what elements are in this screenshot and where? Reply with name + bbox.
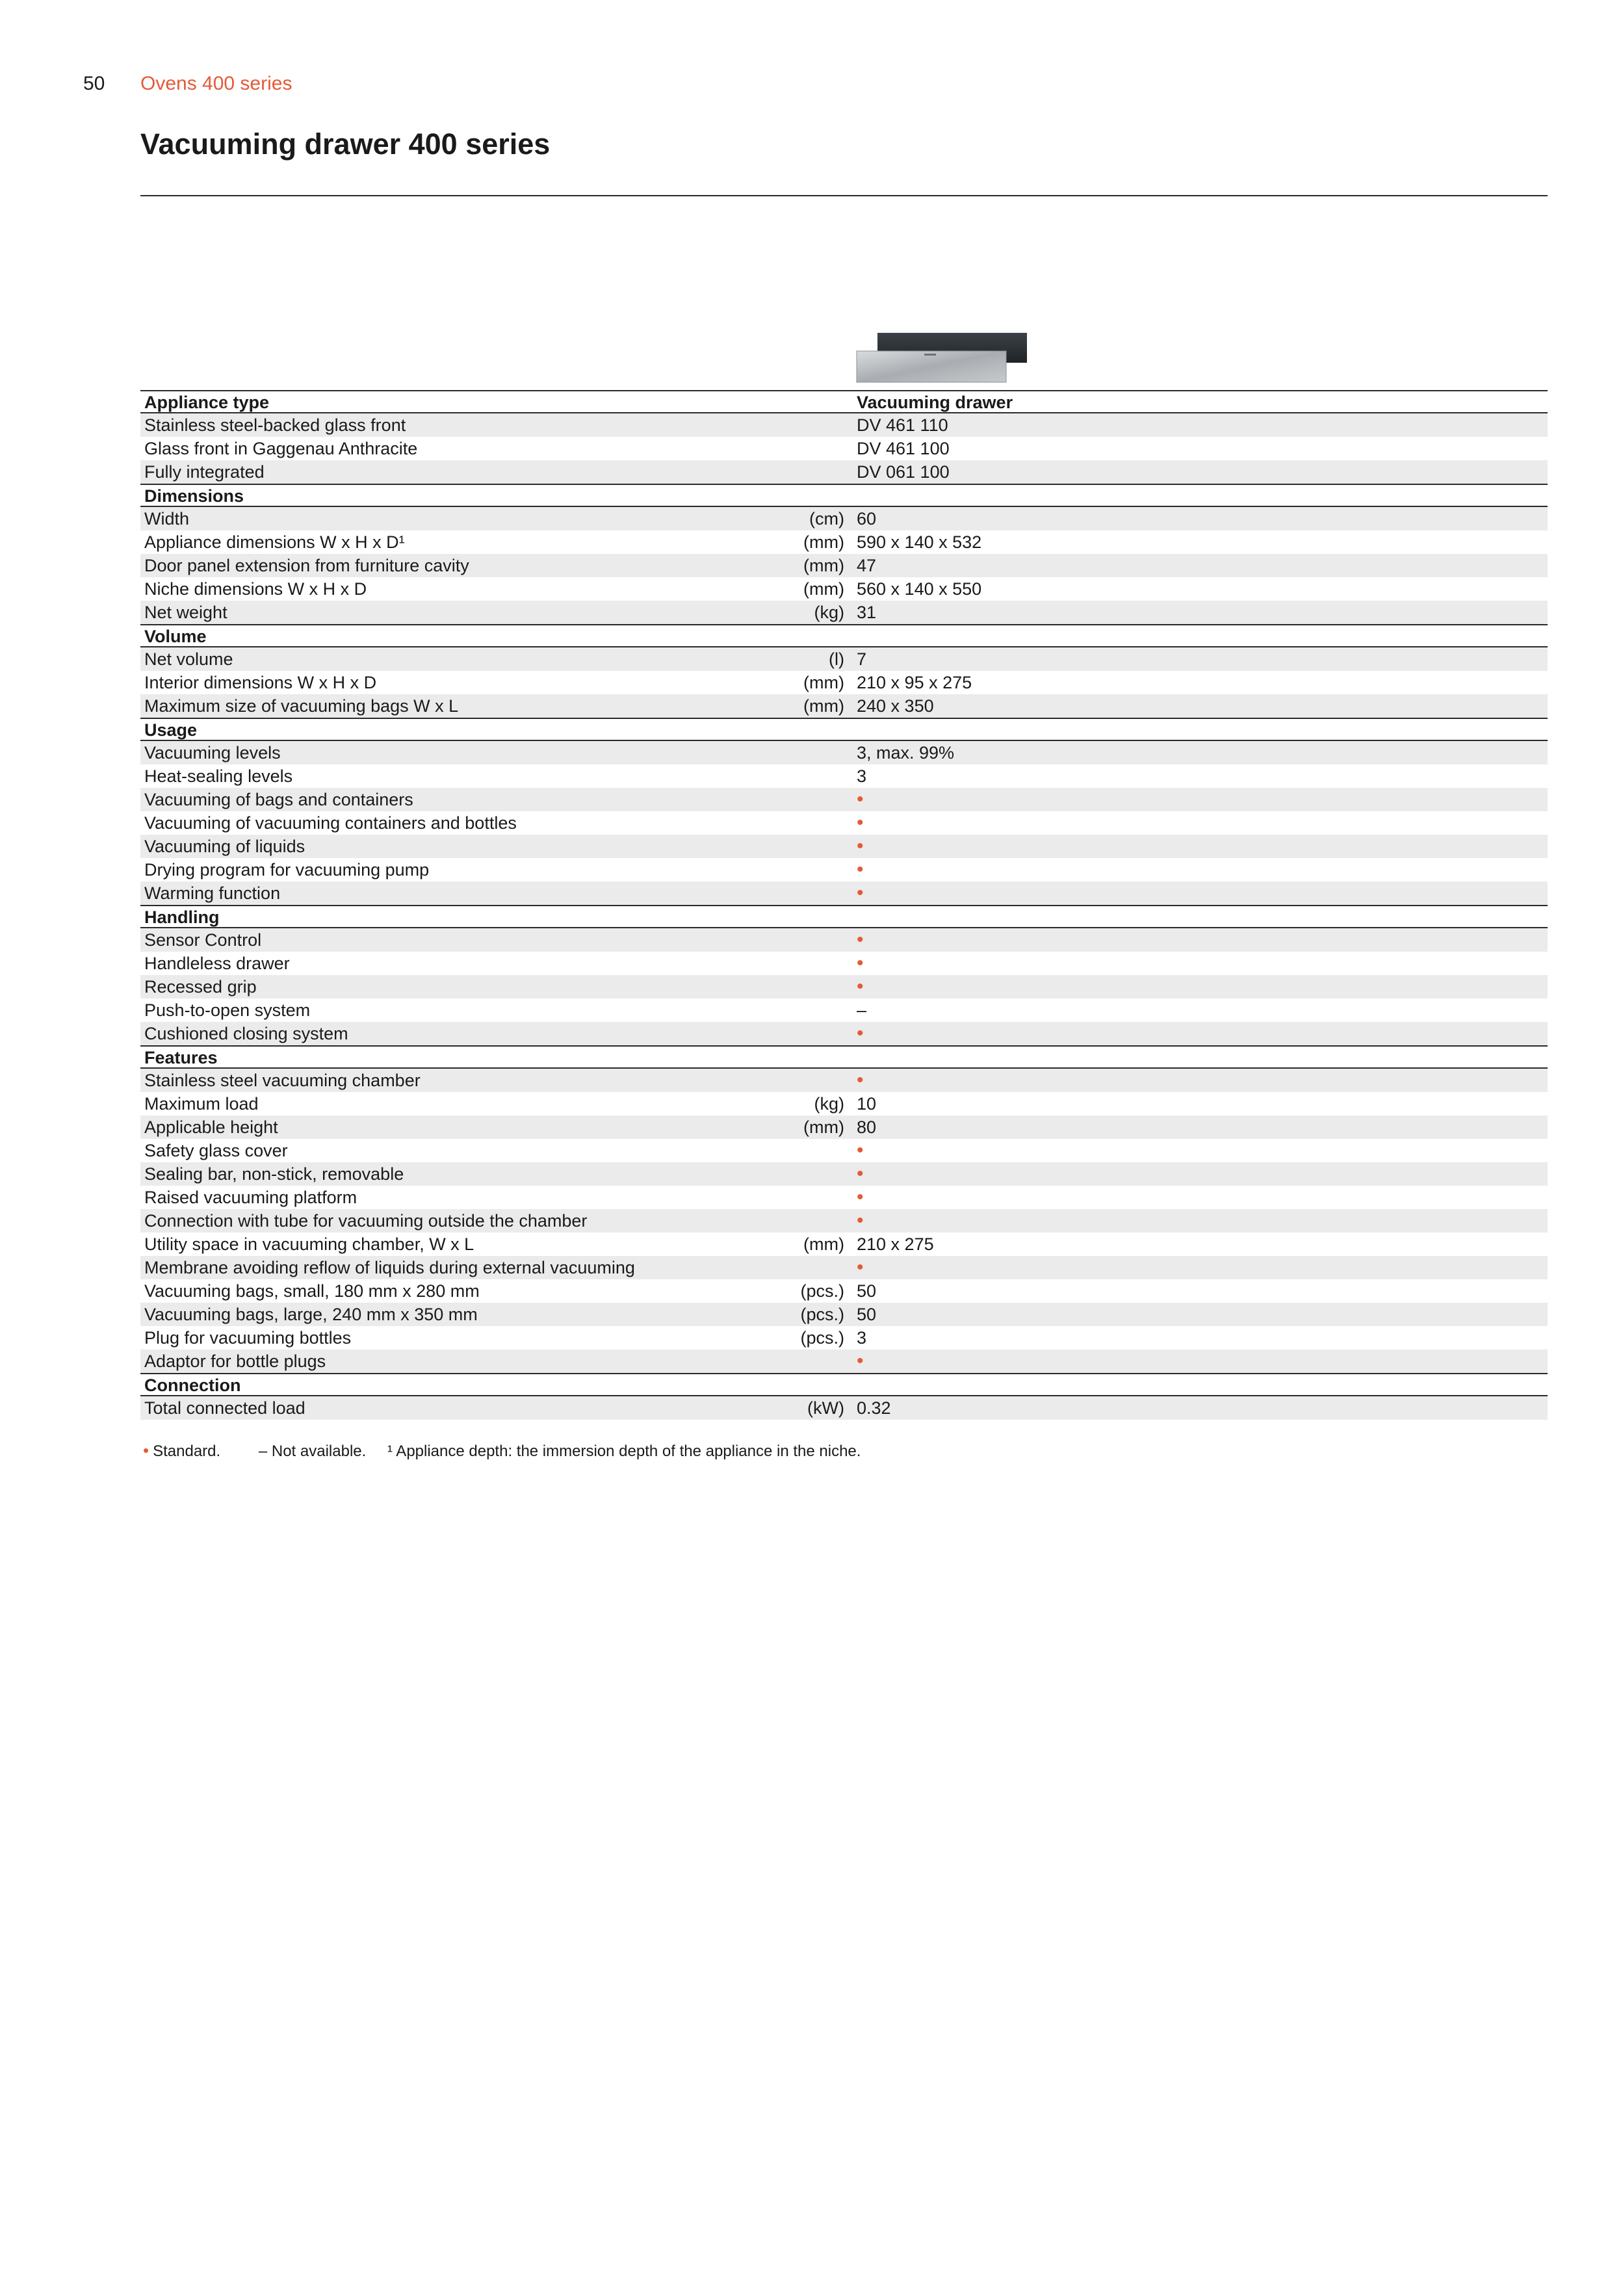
row-label: Sensor Control bbox=[144, 930, 262, 950]
standard-bullet-icon: • bbox=[857, 1069, 864, 1091]
table-row bbox=[140, 1396, 1548, 1420]
standard-bullet-icon: • bbox=[857, 1210, 864, 1231]
section-title: Ovens 400 series bbox=[140, 73, 292, 94]
table-row bbox=[140, 647, 1548, 671]
table-row bbox=[140, 694, 1548, 718]
row-label: Appliance dimensions W x H x D¹ bbox=[144, 532, 405, 552]
row-label: Door panel extension from furniture cavity bbox=[144, 556, 469, 575]
row-label: Drying program for vacuuming pump bbox=[144, 860, 430, 880]
standard-bullet-icon: • bbox=[857, 859, 864, 880]
table-row bbox=[140, 998, 1548, 1022]
table-row bbox=[140, 1303, 1548, 1326]
standard-bullet-icon: • bbox=[857, 1350, 864, 1372]
row-unit: (pcs.) bbox=[800, 1281, 844, 1301]
table-row bbox=[140, 858, 1548, 881]
row-unit: (pcs.) bbox=[800, 1305, 844, 1324]
row-value: 50 bbox=[857, 1305, 877, 1324]
page-title: Vacuuming drawer 400 series bbox=[140, 127, 551, 161]
table-row bbox=[140, 1350, 1548, 1373]
row-value: DV 061 100 bbox=[857, 462, 950, 482]
row-value: 590 x 140 x 532 bbox=[857, 532, 982, 552]
row-label: Heat-sealing levels bbox=[144, 766, 293, 786]
table-row bbox=[140, 741, 1548, 764]
row-value: – bbox=[857, 1000, 867, 1020]
row-value: 7 bbox=[857, 649, 867, 669]
standard-bullet-icon: • bbox=[857, 952, 864, 974]
row-label: Vacuuming of vacuuming containers and bottles bbox=[144, 813, 517, 833]
row-label: Connection with tube for vacuuming outside the chamber bbox=[144, 1211, 588, 1231]
row-unit: (mm) bbox=[803, 1234, 844, 1254]
row-label: Plug for vacuuming bottles bbox=[144, 1328, 352, 1348]
table-row bbox=[140, 530, 1548, 554]
row-unit: (kg) bbox=[814, 1094, 844, 1114]
table-row bbox=[140, 1139, 1548, 1162]
row-label: Handleless drawer bbox=[144, 954, 290, 973]
row-label: Raised vacuuming platform bbox=[144, 1188, 357, 1207]
standard-bullet-icon: • bbox=[857, 1186, 864, 1208]
standard-bullet-icon: • bbox=[857, 1163, 864, 1184]
table-row bbox=[140, 1069, 1548, 1092]
depth-footnote: ¹ Appliance depth: the immersion depth of the appliance in the niche. bbox=[387, 1442, 861, 1460]
table-row bbox=[140, 1233, 1548, 1256]
table-section-header bbox=[140, 1373, 1548, 1396]
row-label: Warming function bbox=[144, 883, 281, 903]
row-label: Vacuuming of liquids bbox=[144, 837, 305, 856]
table-section-header bbox=[140, 905, 1548, 928]
specification-table bbox=[140, 390, 1548, 1420]
row-unit: (kg) bbox=[814, 603, 844, 622]
row-unit: (l) bbox=[829, 649, 844, 669]
table-row bbox=[140, 1279, 1548, 1303]
table-row bbox=[140, 952, 1548, 975]
row-label: Vacuuming of bags and containers bbox=[144, 790, 413, 809]
row-unit: (mm) bbox=[803, 673, 844, 692]
row-value: 60 bbox=[857, 509, 877, 528]
row-value: 0.32 bbox=[857, 1398, 891, 1418]
row-unit: (mm) bbox=[803, 579, 844, 599]
row-label: Membrane avoiding reflow of liquids during external vacuuming bbox=[144, 1258, 635, 1277]
table-row bbox=[140, 835, 1548, 858]
table-row bbox=[140, 437, 1548, 460]
table-row bbox=[140, 881, 1548, 905]
row-value: 560 x 140 x 550 bbox=[857, 579, 982, 599]
row-label: Sealing bar, non-stick, removable bbox=[144, 1164, 404, 1184]
row-label: Fully integrated bbox=[144, 462, 265, 482]
row-label: Utility space in vacuuming chamber, W x L bbox=[144, 1234, 474, 1254]
title-divider bbox=[140, 195, 1548, 196]
table-row bbox=[140, 1115, 1548, 1139]
not-available-legend: – Not available. bbox=[258, 1442, 367, 1460]
page-number: 50 bbox=[83, 73, 105, 94]
standard-bullet-icon: • bbox=[857, 976, 864, 997]
row-value: 31 bbox=[857, 603, 877, 622]
standard-legend: • Standard. bbox=[143, 1441, 221, 1460]
table-section-header bbox=[140, 1045, 1548, 1069]
table-row bbox=[140, 601, 1548, 624]
standard-bullet-icon: • bbox=[143, 1441, 149, 1460]
row-label: Net volume bbox=[144, 649, 233, 669]
standard-bullet-icon: • bbox=[857, 882, 864, 904]
row-label: Vacuuming levels bbox=[144, 743, 281, 763]
standard-bullet-icon: • bbox=[857, 789, 864, 810]
row-label: Usage bbox=[144, 720, 198, 740]
row-label: Vacuuming bags, small, 180 mm x 280 mm bbox=[144, 1281, 480, 1301]
standard-bullet-icon: • bbox=[857, 929, 864, 950]
row-label: Total connected load bbox=[144, 1398, 305, 1418]
row-label: Adaptor for bottle plugs bbox=[144, 1351, 326, 1371]
table-row bbox=[140, 1256, 1548, 1279]
vacuuming-drawer-product-photo bbox=[855, 332, 1028, 385]
row-label: Width bbox=[144, 509, 190, 528]
standard-bullet-icon: • bbox=[857, 835, 864, 857]
row-value: 3 bbox=[857, 766, 867, 786]
table-row bbox=[140, 1186, 1548, 1209]
standard-bullet-icon: • bbox=[857, 1023, 864, 1044]
row-value: 50 bbox=[857, 1281, 877, 1301]
table-section-header bbox=[140, 624, 1548, 647]
table-row bbox=[140, 1162, 1548, 1186]
row-label: Recessed grip bbox=[144, 977, 257, 997]
row-label: Stainless steel-backed glass front bbox=[144, 415, 406, 435]
row-value: 210 x 275 bbox=[857, 1234, 934, 1254]
table-row bbox=[140, 460, 1548, 484]
table-row bbox=[140, 928, 1548, 952]
table-row bbox=[140, 1326, 1548, 1350]
row-label: Applicable height bbox=[144, 1117, 278, 1137]
row-label: Niche dimensions W x H x D bbox=[144, 579, 367, 599]
row-label: Interior dimensions W x H x D bbox=[144, 673, 377, 692]
row-label: Safety glass cover bbox=[144, 1141, 288, 1160]
table-row bbox=[140, 577, 1548, 601]
row-label: Vacuuming bags, large, 240 mm x 350 mm bbox=[144, 1305, 478, 1324]
table-row bbox=[140, 507, 1548, 530]
row-value: 10 bbox=[857, 1094, 877, 1114]
table-row bbox=[140, 554, 1548, 577]
row-unit: (pcs.) bbox=[800, 1328, 844, 1348]
footnote bbox=[143, 1441, 877, 1461]
row-unit: (kW) bbox=[807, 1398, 844, 1418]
standard-bullet-icon: • bbox=[857, 1140, 864, 1161]
row-unit: (mm) bbox=[803, 696, 844, 716]
standard-bullet-icon: • bbox=[857, 812, 864, 833]
row-label: Net weight bbox=[144, 603, 227, 622]
row-label: Appliance type bbox=[144, 393, 270, 412]
row-unit: (cm) bbox=[809, 509, 844, 528]
row-value: 47 bbox=[857, 556, 877, 575]
row-label: Connection bbox=[144, 1376, 241, 1395]
row-value: 3, max. 99% bbox=[857, 743, 955, 763]
row-value: DV 461 100 bbox=[857, 439, 950, 458]
table-section-header bbox=[140, 484, 1548, 507]
row-value: 80 bbox=[857, 1117, 877, 1137]
table-row bbox=[140, 1092, 1548, 1115]
table-row bbox=[140, 788, 1548, 811]
row-value: 240 x 350 bbox=[857, 696, 934, 716]
row-label: Stainless steel vacuuming chamber bbox=[144, 1071, 421, 1090]
row-label: Handling bbox=[144, 907, 220, 927]
row-value: Vacuuming drawer bbox=[857, 393, 1013, 412]
row-label: Maximum size of vacuuming bags W x L bbox=[144, 696, 459, 716]
table-row bbox=[140, 1022, 1548, 1045]
table-row bbox=[140, 811, 1548, 835]
table-row bbox=[140, 413, 1548, 437]
table-row bbox=[140, 1209, 1548, 1233]
row-unit: (mm) bbox=[803, 1117, 844, 1137]
table-row bbox=[140, 975, 1548, 998]
table-row bbox=[140, 671, 1548, 694]
row-value: 3 bbox=[857, 1328, 867, 1348]
row-label: Volume bbox=[144, 627, 207, 646]
row-label: Maximum load bbox=[144, 1094, 259, 1114]
row-value: DV 461 110 bbox=[857, 415, 948, 435]
row-label: Cushioned closing system bbox=[144, 1024, 348, 1043]
table-section-header bbox=[140, 390, 1548, 413]
table-row bbox=[140, 764, 1548, 788]
table-section-header bbox=[140, 718, 1548, 741]
row-label: Dimensions bbox=[144, 486, 244, 506]
row-label: Features bbox=[144, 1048, 218, 1067]
row-label: Push-to-open system bbox=[144, 1000, 311, 1020]
row-unit: (mm) bbox=[803, 556, 844, 575]
row-unit: (mm) bbox=[803, 532, 844, 552]
row-value: 210 x 95 x 275 bbox=[857, 673, 972, 692]
row-label: Glass front in Gaggenau Anthracite bbox=[144, 439, 418, 458]
standard-bullet-icon: • bbox=[857, 1257, 864, 1278]
